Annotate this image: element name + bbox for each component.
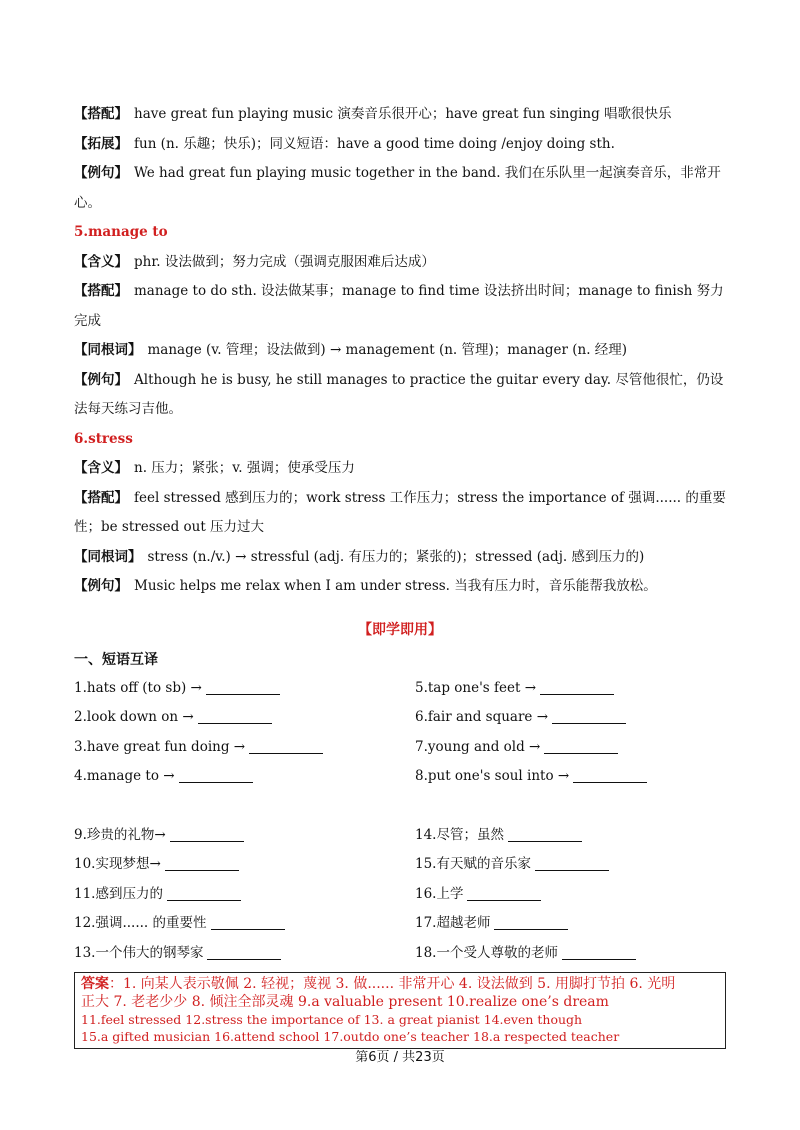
word-heading-manage-to: 5.manage to bbox=[74, 224, 168, 240]
answer-blank[interactable] bbox=[207, 946, 281, 960]
answer-blank[interactable] bbox=[535, 857, 609, 871]
answer-label: 答案 bbox=[81, 976, 109, 992]
note-row bbox=[74, 543, 726, 573]
exercise-prompt: 7.young and old → bbox=[415, 738, 541, 755]
answer-blank[interactable] bbox=[165, 857, 239, 871]
exercise-item bbox=[74, 821, 415, 851]
exercise-item bbox=[415, 909, 726, 939]
note-row bbox=[74, 454, 726, 484]
exercise-item bbox=[415, 939, 726, 969]
exercise-prompt: 10.实现梦想→ bbox=[74, 856, 161, 872]
exercise-item bbox=[415, 733, 726, 763]
answer-blank[interactable] bbox=[552, 710, 626, 724]
exercise-prompt: 9.珍贵的礼物→ bbox=[74, 826, 166, 843]
note-text: n. 压力；紧张；v. 强调；使承受压力 bbox=[134, 460, 355, 476]
exercise-prompt: 1.hats off (to sb) → bbox=[74, 679, 202, 696]
answer-box bbox=[74, 972, 726, 1049]
note-text: Music helps me relax when I am under stress. 当我有压力时，音乐能帮我放松。 bbox=[134, 578, 657, 594]
exercise-item bbox=[415, 850, 726, 880]
exercise-item bbox=[74, 674, 415, 704]
exercise-item bbox=[74, 909, 415, 939]
exercise-prompt: 4.manage to → bbox=[74, 768, 175, 784]
exercise-prompt: 14.尽管；虽然 bbox=[415, 826, 504, 843]
note-row bbox=[74, 572, 726, 602]
word-heading-stress: 6.stress bbox=[74, 430, 133, 447]
exercise-item bbox=[415, 674, 726, 704]
answer-blank[interactable] bbox=[249, 740, 323, 754]
exercise-item bbox=[74, 880, 415, 910]
exercise-prompt: 16.上学 bbox=[415, 885, 464, 902]
answer-line: 11.feel stressed 12.stress the importance of 13. a great pianist 14.even though bbox=[81, 1012, 583, 1027]
page-content bbox=[74, 100, 726, 1049]
exercise-prompt: 15.有天赋的音乐家 bbox=[415, 856, 531, 872]
exercise-prompt: 3.have great fun doing → bbox=[74, 738, 246, 755]
exercise-item bbox=[74, 733, 415, 763]
exercise-prompt: 17.超越老师 bbox=[415, 915, 491, 931]
answer-blank[interactable] bbox=[494, 916, 568, 930]
answer-blank[interactable] bbox=[170, 828, 244, 842]
note-text: phr. 设法做到；努力完成（强调克服困难后达成） bbox=[134, 253, 435, 270]
spacer bbox=[74, 792, 726, 821]
note-tag: 【 搭配 】 bbox=[74, 106, 128, 122]
note-row bbox=[74, 130, 726, 160]
exercise-item bbox=[74, 703, 415, 733]
exercise-grid-chinese bbox=[74, 821, 726, 969]
note-row bbox=[74, 366, 726, 425]
answer-line bbox=[81, 975, 721, 993]
page-number: 第6页 / 共23页 bbox=[355, 1050, 445, 1065]
note-tag: 【 含义 】 bbox=[74, 460, 128, 476]
note-tag: 【 含义 】 bbox=[74, 254, 128, 270]
exercise-prompt: 11.感到压力的 bbox=[74, 885, 163, 902]
answer-blank[interactable] bbox=[544, 740, 618, 754]
answer-blank[interactable] bbox=[198, 710, 272, 724]
note-tag: 【 例句 】 bbox=[74, 372, 128, 388]
exercise-prompt: 5.tap one's feet → bbox=[415, 679, 537, 696]
answer-blank[interactable] bbox=[179, 769, 253, 783]
answer-blank[interactable] bbox=[573, 769, 647, 783]
note-text: Although he is busy, he still manages to practice the guitar every day. 尽管他很忙，仍设法每天练习吉他。 bbox=[74, 371, 724, 417]
note-row bbox=[74, 159, 726, 218]
note-tag: 【 搭配 】 bbox=[74, 490, 128, 506]
note-row bbox=[74, 484, 726, 543]
exercise-grid-english bbox=[74, 674, 726, 792]
note-text: have great fun playing music 演奏音乐很开心；have great fun singing 唱歌很快乐 bbox=[134, 106, 672, 122]
exercise-item bbox=[415, 821, 726, 851]
exercise-prompt: 2.look down on → bbox=[74, 709, 194, 725]
note-text: We had great fun playing music together in the band. 我们在乐队里一起演奏音乐，非常开心。 bbox=[74, 165, 721, 211]
practice-title: 【即学即用】 bbox=[358, 621, 442, 638]
answer-blank[interactable] bbox=[540, 681, 614, 695]
note-text: manage (v. 管理；设法做到) → management (n. 管理)；manager (n. 经理) bbox=[147, 342, 628, 358]
note-tag: 【 例句 】 bbox=[74, 578, 128, 594]
exercise-prompt: 6.fair and square → bbox=[415, 709, 549, 725]
answer-blank[interactable] bbox=[562, 946, 636, 960]
answer-line: 15.a gifted musician 16.attend school 17.outdo one’s teacher 18.a respected teacher bbox=[81, 1029, 620, 1044]
exercise-item bbox=[74, 762, 415, 792]
answer-blank[interactable] bbox=[211, 916, 285, 930]
note-tag: 【 拓展 】 bbox=[74, 136, 128, 152]
exercise-item bbox=[415, 703, 726, 733]
exercise-prompt: 18.一个受人尊敬的老师 bbox=[415, 944, 558, 961]
exercise-prompt: 13.一个伟大的钢琴家 bbox=[74, 944, 204, 961]
note-row bbox=[74, 100, 726, 130]
exercise-prompt: 8.put one's soul into → bbox=[415, 768, 570, 784]
answer-blank[interactable] bbox=[467, 887, 541, 901]
note-tag: 【 同根词 】 bbox=[74, 342, 142, 358]
note-text: fun (n. 乐趣；快乐)；同义短语：have a good time doing /enjoy doing sth. bbox=[134, 135, 615, 152]
exercise-item bbox=[74, 939, 415, 969]
note-row bbox=[74, 248, 726, 278]
note-tag: 【 搭配 】 bbox=[74, 283, 128, 299]
note-text: feel stressed 感到压力的；work stress 工作压力；stress the importance of 强调...... 的重要性；be stressed out 压力过大 bbox=[74, 489, 726, 535]
answer-blank[interactable] bbox=[206, 681, 280, 695]
note-text: manage to do sth. 设法做某事；manage to find time 设法挤出时间；manage to finish 努力完成 bbox=[74, 283, 724, 329]
section-title: 一、短语互译 bbox=[74, 651, 158, 668]
answer-blank[interactable] bbox=[508, 828, 582, 842]
answer-text: ：1. 向某人表示敬佩 2. 轻视；蔑视 3. 做...... 非常开心 4. 设法做到 5. 用脚打节拍 6. 光明 bbox=[109, 976, 676, 992]
note-text: stress (n./v.) → stressful (adj. 有压力的；紧张的)；stressed (adj. 感到压力的) bbox=[147, 548, 645, 565]
exercise-item bbox=[415, 762, 726, 792]
exercise-item bbox=[415, 880, 726, 910]
answer-blank[interactable] bbox=[167, 887, 241, 901]
note-tag: 【 同根词 】 bbox=[74, 549, 142, 565]
note-tag: 【 例句 】 bbox=[74, 165, 128, 181]
answer-line: 正大 7. 老老少少 8. 倾注全部灵魂 9.a valuable present 10.realize one’s dream bbox=[81, 994, 609, 1010]
exercise-item bbox=[74, 850, 415, 880]
note-row bbox=[74, 277, 726, 336]
note-row bbox=[74, 336, 726, 366]
exercise-prompt: 12.强调...... 的重要性 bbox=[74, 915, 207, 931]
